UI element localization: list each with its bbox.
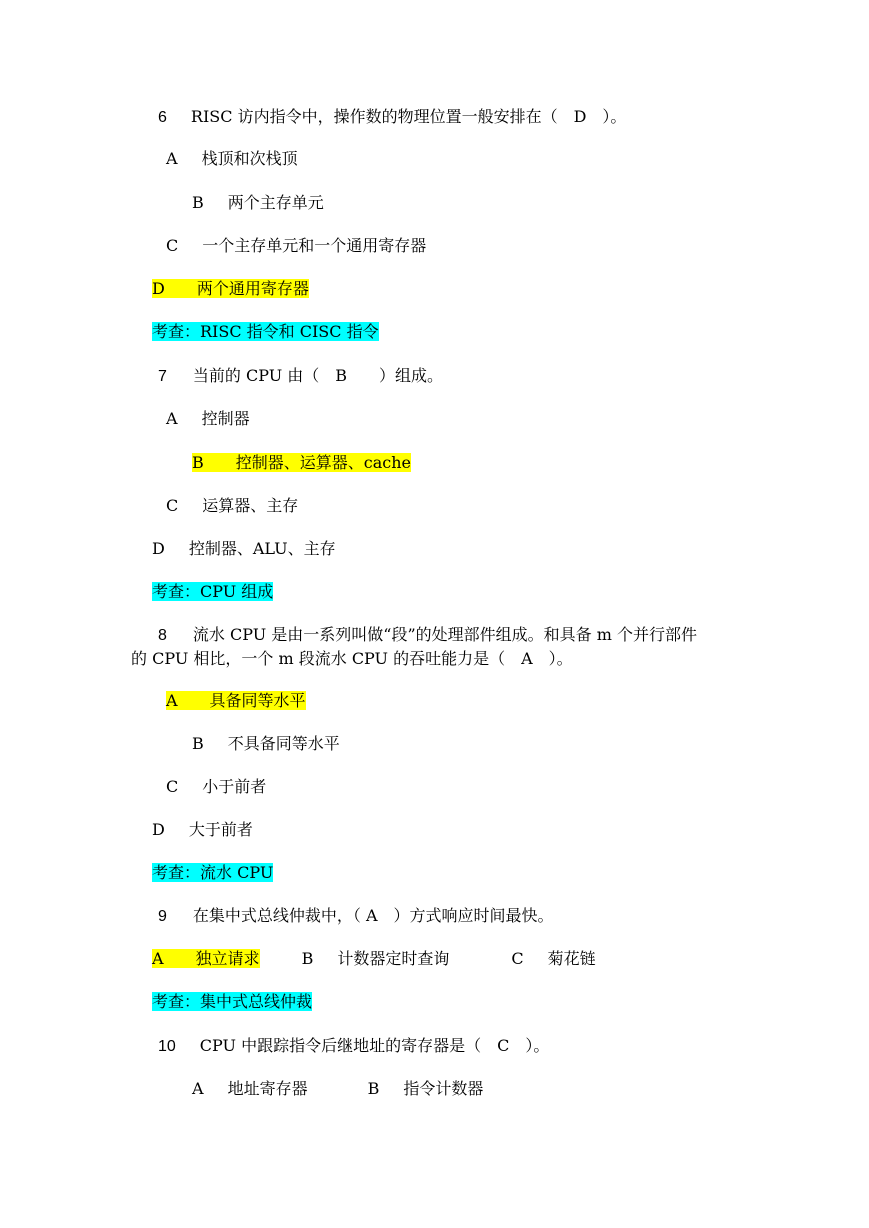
- option-text: 大于前者: [188, 820, 253, 839]
- topic-highlight: 考查：RISC 指令和 CISC 指令: [152, 322, 379, 341]
- question-6-option-d-answer: [152, 278, 309, 300]
- option-letter: B: [192, 193, 204, 212]
- question-10-stem: [158, 1035, 549, 1058]
- question-8-topic: [152, 862, 273, 884]
- question-text-continued: 的 CPU 相比，一个 m 段流水 CPU 的吞吐能力是（ A ）。: [131, 649, 573, 668]
- question-text: CPU 中跟踪指令后继地址的寄存器是（ C ）。: [199, 1036, 550, 1055]
- question-8-stem-line2: [131, 648, 573, 670]
- option-letter: B: [367, 1079, 380, 1098]
- option-text: 栈顶和次栈顶: [201, 149, 298, 168]
- option-letter: B: [192, 734, 204, 753]
- question-6-topic: [152, 321, 379, 343]
- question-7-topic: [152, 581, 273, 603]
- option-text: 控制器: [201, 409, 250, 428]
- question-7-option-c: [166, 495, 298, 517]
- question-8-option-c: [166, 776, 266, 798]
- option-letter: A: [166, 149, 178, 168]
- question-7-option-b-answer: [192, 452, 411, 474]
- question-6-option-c: [166, 235, 426, 257]
- question-text: 当前的 CPU 由（ B ）组成。: [192, 366, 444, 385]
- option-letter: A: [192, 1079, 204, 1098]
- topic-highlight: 考查：流水 CPU: [152, 863, 274, 882]
- question-text: RISC 访内指令中，操作数的物理位置一般安排在（ D ）。: [190, 107, 627, 126]
- option-text: 地址寄存器: [227, 1079, 308, 1098]
- option-letter: C: [166, 236, 179, 255]
- question-9-options: [152, 948, 596, 970]
- option-letter: C: [166, 777, 179, 796]
- option-text: 两个主存单元: [227, 193, 324, 212]
- question-8-option-a-answer: [166, 690, 306, 712]
- question-6-option-a: [166, 148, 298, 170]
- question-8-option-b: [192, 733, 340, 755]
- question-number: 7: [158, 368, 167, 385]
- question-7-option-d: [152, 538, 336, 560]
- answer-highlight: A 具备同等水平: [166, 691, 306, 710]
- question-number: 8: [158, 627, 167, 644]
- option-letter: D: [152, 820, 165, 839]
- answer-highlight: A 独立请求: [152, 949, 260, 968]
- question-7-option-a: [166, 408, 250, 430]
- question-10-options: [192, 1078, 483, 1100]
- question-text: 在集中式总线仲裁中，（ A ）方式响应时间最快。: [192, 906, 554, 925]
- answer-highlight: D 两个通用寄存器: [152, 279, 309, 298]
- option-text: 不具备同等水平: [227, 734, 340, 753]
- topic-highlight: 考查：CPU 组成: [152, 582, 274, 601]
- option-text: 小于前者: [202, 777, 267, 796]
- topic-highlight: 考查：集中式总线仲裁: [152, 992, 313, 1011]
- question-9-stem: [158, 905, 554, 928]
- question-number: 6: [158, 109, 167, 126]
- option-text: 控制器、ALU、主存: [188, 539, 336, 558]
- option-text: 一个主存单元和一个通用寄存器: [202, 236, 427, 255]
- option-text: 计数器定时查询: [337, 949, 450, 968]
- question-8-stem-line1: [158, 624, 697, 647]
- option-letter: D: [152, 539, 165, 558]
- option-letter: A: [166, 409, 178, 428]
- option-text: 运算器、主存: [202, 496, 299, 515]
- question-9-topic: [152, 991, 312, 1013]
- question-7-stem: [158, 365, 443, 388]
- option-letter: B: [301, 949, 314, 968]
- option-letter: C: [166, 496, 179, 515]
- question-number: 9: [158, 908, 167, 925]
- option-text: 指令计数器: [403, 1079, 484, 1098]
- question-6-stem: [158, 106, 626, 129]
- question-8-option-d: [152, 819, 253, 841]
- option-letter: C: [511, 949, 524, 968]
- question-number: 10: [158, 1038, 176, 1055]
- option-text: 菊花链: [547, 949, 596, 968]
- answer-highlight: B 控制器、运算器、cache: [192, 453, 411, 472]
- question-text: 流水 CPU 是由一系列叫做“段”的处理部件组成。和具备 m 个并行部件: [192, 625, 697, 644]
- question-6-option-b: [192, 192, 324, 214]
